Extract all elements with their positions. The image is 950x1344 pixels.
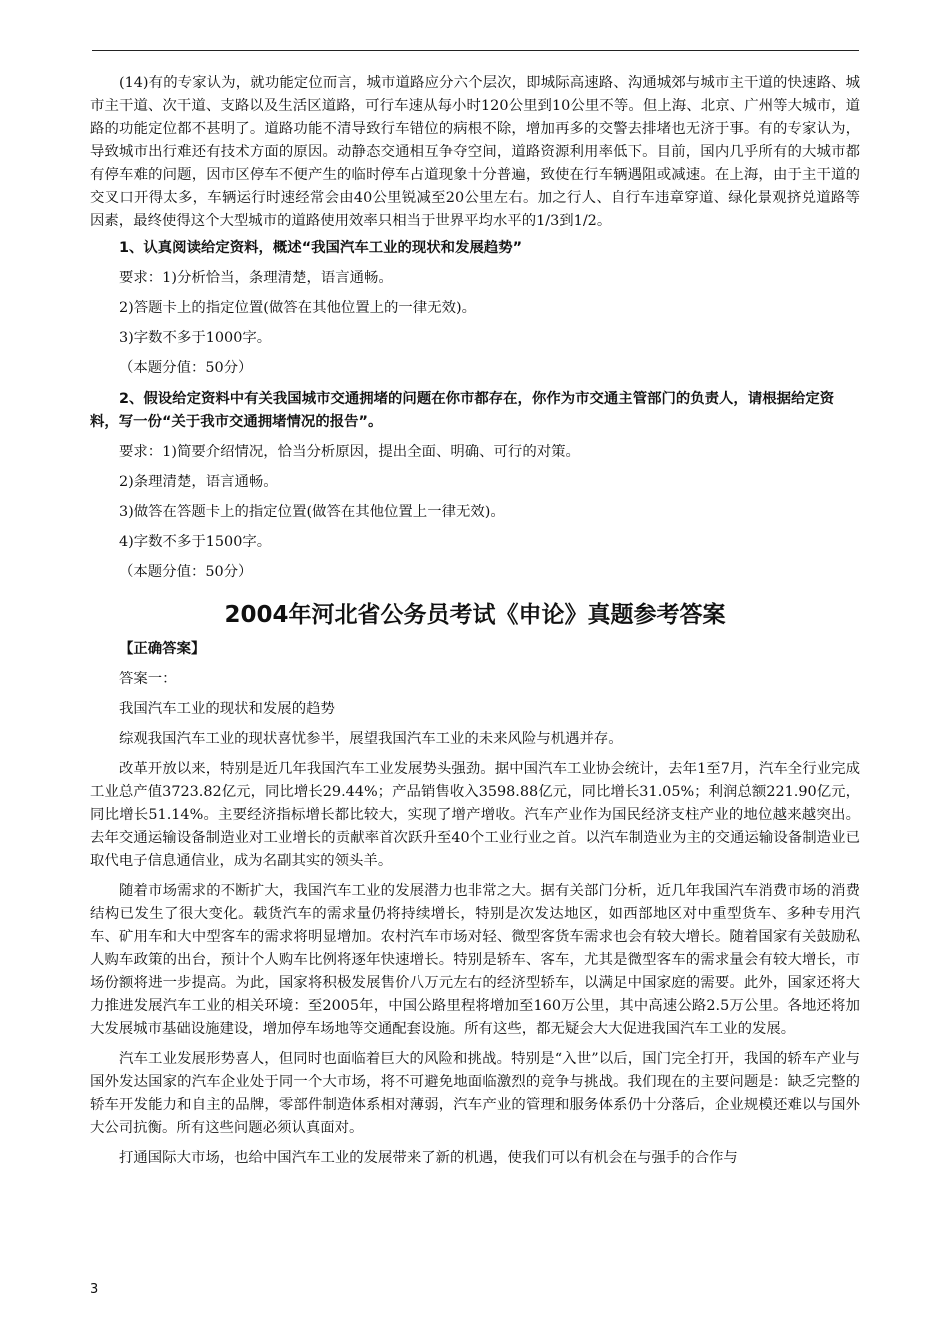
page-number: 3 [90,1282,99,1297]
question-1-requirement: 要求：1)分析恰当，条理清楚，语言通畅。 [119,270,393,286]
answer-paragraph: 改革开放以来，特别是近几年我国汽车工业发展势头强劲。据中国汽车工业协会统计，去年1至7月，汽车全行业完成工业总产值3723.82亿元，同比增长29.44%；产品销售收入3598.88亿元，同比增长31.05%；利润总额221.90亿元，同比增长51.14%。主要经济指标增长都比较大，实现了增产增收。汽车产业作为国民经济支柱产业的地位越来越突出。去年交通运输设备制造业对工业增长的贡献率首次跃升至40个工业行业之首。以汽车制造业为主的交通运输设备制造业已取代电子信息通信业，成为名副其实的领头羊。 [90,761,860,869]
question-2-requirement: 3)做答在答题卡上的指定位置(做答在其他位置上一律无效)。 [119,504,505,520]
question-2-requirement: 要求：1)简要介绍情况，恰当分析原因，提出全面、明确、可行的对策。 [119,444,580,460]
question-1-score: （本题分值：50分） [119,360,253,376]
header-rule [92,50,859,51]
answer-heading: 我国汽车工业的现状和发展的趋势 [119,701,335,717]
answer-title: 2004年河北省公务员考试《申论》真题参考答案 [224,602,726,628]
answer-paragraph: 汽车工业发展形势喜人，但同时也面临着巨大的风险和挑战。特别是“入世”以后，国门完全打开，我国的轿车产业与国外发达国家的汽车企业处于同一个大市场，将不可避免地面临激烈的竞争与挑战。我们现在的主要问题是：缺乏完整的轿车开发能力和自主的品牌，零部件制造体系相对薄弱，汽车产业的管理和服务体系仍十分落后，企业规模还难以与国外大公司抗衡。所有这些问题必须认真面对。 [90,1051,860,1136]
question-1-title: 1、认真阅读给定资料，概述“我国汽车工业的现状和发展趋势” [119,240,523,256]
answer-paragraph: 打通国际大市场，也给中国汽车工业的发展带来了新的机遇，使我们可以有机会在与强手的合作与 [119,1150,738,1166]
page-content [90,72,860,1170]
answer-label: 【正确答案】 [119,641,206,657]
question-2-requirement: 4)字数不多于1500字。 [119,534,272,550]
question-1-requirement: 3)字数不多于1000字。 [119,330,272,346]
question-1-requirement: 2)答题卡上的指定位置(做答在其他位置上的一律无效)。 [119,300,476,316]
answer-one-label: 答案一： [119,671,177,687]
material-paragraph-14: (14)有的专家认为，就功能定位而言，城市道路应分六个层次，即城际高速路、沟通城郊与城市主干道的快速路、城市主干道、次干道、支路以及生活区道路，可行车速从每小时120公里到10公里不等。但上海、北京、广州等大城市，道路的功能定位都不甚明了。道路功能不清导致行车错位的病根不除，增加再多的交警去排堵也无济于事。有的专家认为，导致城市出行难还有技术方面的原因。动静态交通相互争夺空间，道路资源利用率低下。目前，国内几乎所有的大城市都有停车难的问题，因市区停车不便产生的临时停车占道现象十分普遍，致使在行车辆遇阻或减速。在上海，由于主干道的交叉口开得太多，车辆运行时速经常会由40公里锐减至20公里左右。加之行人、自行车违章穿道、绿化景观挤兑道路等因素，最终使得这个大型城市的道路使用效率只相当于世界平均水平的1/3到1/2。 [90,75,860,229]
answer-paragraph: 随着市场需求的不断扩大，我国汽车工业的发展潜力也非常之大。据有关部门分析，近几年我国汽车消费市场的消费结构已发生了很大变化。载货汽车的需求量仍将持续增长，特别是次发达地区，如西部地区对中重型货车、多种专用汽车、矿用车和大中型客车的需求将明显增加。农村汽车市场对轻、微型客货车需求也会有较大增长。随着国家有关鼓励私人购车政策的出台，预计个人购车比例将逐年快速增长。特别是轿车、客车，尤其是微型客车的需求量会有较大增长，市场份额将进一步提高。为此，国家将积极发展售价八万元左右的经济型轿车，以满足中国家庭的需要。此外，国家还将大力推进发展汽车工业的相关环境：至2005年，中国公路里程将增加至160万公里，其中高速公路2.5万公里。各地还将加大发展城市基础设施建设，增加停车场地等交通配套设施。所有这些，都无疑会大大促进我国汽车工业的发展。 [90,883,860,1037]
question-2-score: （本题分值：50分） [119,564,253,580]
answer-summary: 综观我国汽车工业的现状喜忧参半，展望我国汽车工业的未来风险与机遇并存。 [119,731,623,747]
question-2-requirement: 2)条理清楚，语言通畅。 [119,474,278,490]
question-2-title: 2、假设给定资料中有关我国城市交通拥堵的问题在你市都存在，你作为市交通主管部门的负责人，请根据给定资料，写一份“关于我市交通拥堵情况的报告”。 [90,391,835,430]
